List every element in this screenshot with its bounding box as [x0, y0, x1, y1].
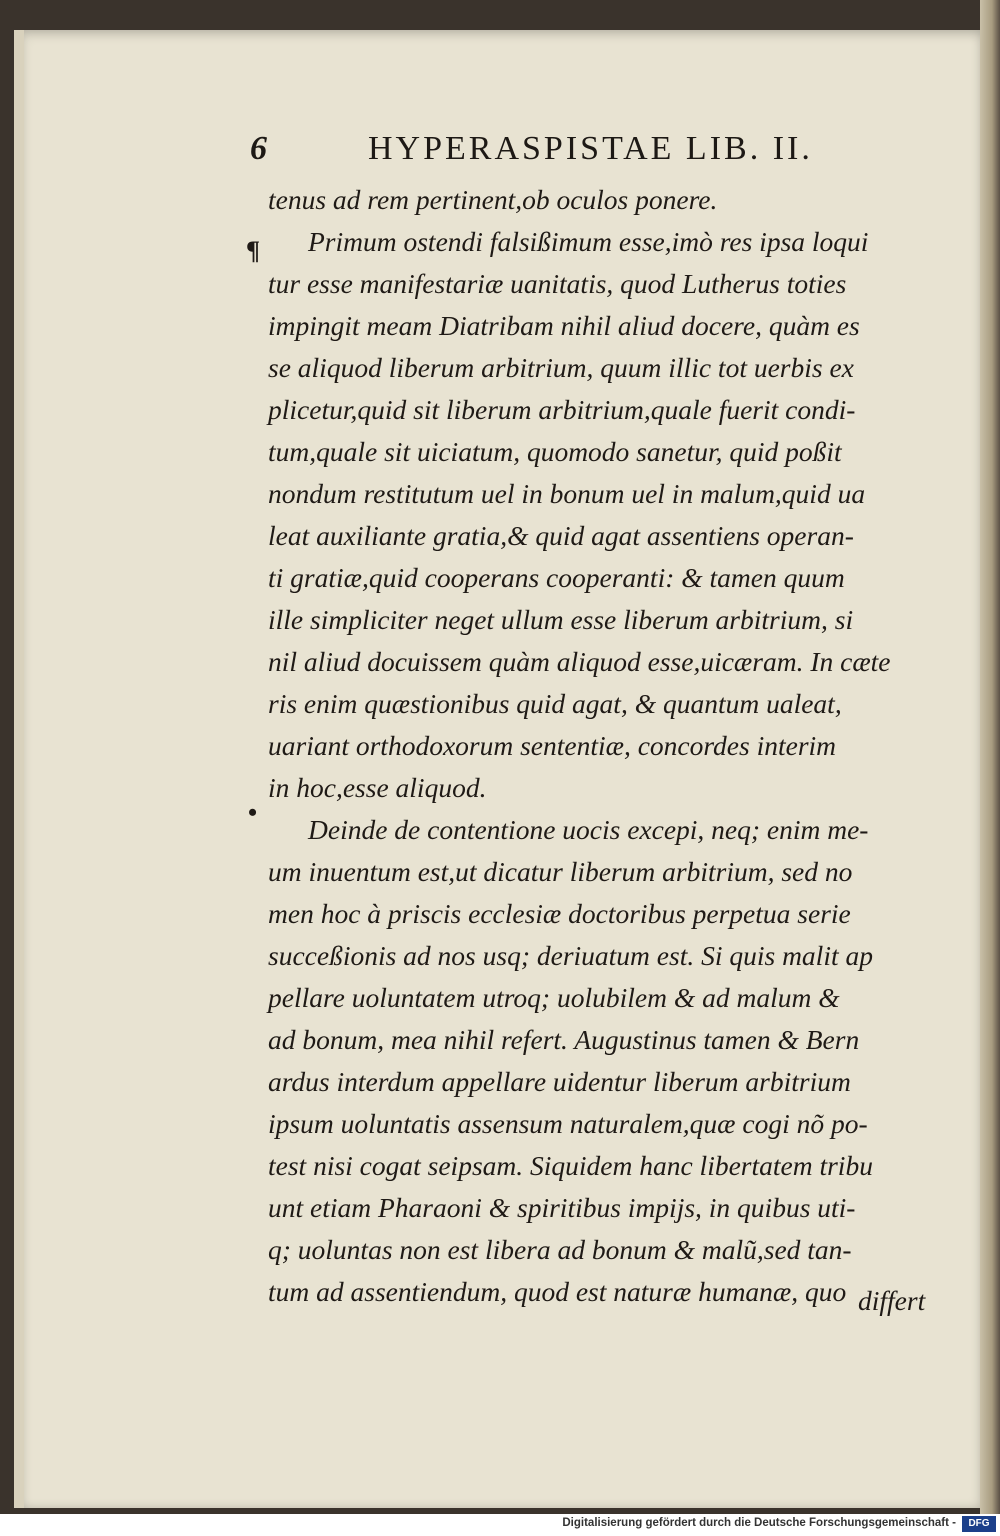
- text-line: in hoc,esse aliquod.: [268, 772, 487, 803]
- page-edge: [980, 0, 1000, 1514]
- text-line: unt etiam Pharaoni & spiritibus impijs, in quibus uti-: [268, 1192, 856, 1223]
- text-line: plicetur,quid sit liberum arbitrium,quale fuerit condi-: [268, 394, 856, 425]
- text-line: uariant orthodoxorum sententiæ, concordes interim: [268, 730, 837, 761]
- paragraph-mark-1: ¶: [246, 236, 261, 265]
- footer-credit: Digitalisierung gefördert durch die Deutsche Forschungsgemeinschaft -: [562, 1517, 956, 1529]
- paragraph-mark-2: •: [248, 798, 258, 827]
- page-header: [250, 130, 880, 180]
- text-line: Primum ostendi falsißimum esse,imò res ipsa loqui: [308, 226, 869, 257]
- text-line: nondum restitutum uel in bonum uel in malum,quid ua: [268, 478, 866, 509]
- page-number: 6: [250, 130, 270, 167]
- text-line: ipsum uoluntatis assensum naturalem,quæ cogi nõ po-: [268, 1108, 868, 1139]
- text-line: tum ad assentiendum, quod est naturæ humanæ, quo: [268, 1276, 847, 1307]
- text-line: tenus ad rem pertinent,ob oculos ponere.: [268, 184, 718, 215]
- dfg-logo-icon: DFG: [962, 1516, 996, 1532]
- text-line: um inuentum est,ut dicatur liberum arbitrium, sed no: [268, 856, 853, 887]
- text-line: succeßionis ad nos usq; deriuatum est. Si quis malit ap: [268, 940, 873, 971]
- text-line: ris enim quæstionibus quid agat, & quantum ualeat,: [268, 688, 842, 719]
- catchword: differt: [858, 1285, 926, 1316]
- text-line: se aliquod liberum arbitrium, quum illic tot uerbis ex: [268, 352, 854, 383]
- text-line: pellare uoluntatem utroq; uolubilem & ad malum &: [268, 982, 840, 1013]
- text-line: impingit meam Diatribam nihil aliud docere, quàm es: [268, 310, 860, 341]
- text-line: nil aliud docuissem quàm aliquod esse,uicæram. In cæte: [268, 646, 891, 677]
- text-line: ti gratiæ,quid cooperans cooperanti: & tamen quum: [268, 562, 845, 593]
- text-line: ad bonum, mea nihil refert. Augustinus tamen & Bern: [268, 1024, 860, 1055]
- text-line: men hoc à priscis ecclesiæ doctoribus perpetua serie: [268, 898, 851, 929]
- text-line: leat auxiliante gratia,& quid agat assentiens operan-: [268, 520, 854, 551]
- footer-bar: [0, 1514, 1000, 1536]
- text-line: Deinde de contentione uocis excepi, neq; enim me-: [308, 814, 869, 845]
- text-line: test nisi cogat seipsam. Siquidem hanc libertatem tribu: [268, 1150, 873, 1181]
- text-line: ardus interdum appellare uidentur liberum arbitrium: [268, 1066, 851, 1097]
- text-line: tur esse manifestariæ uanitatis, quod Lutherus toties: [268, 268, 847, 299]
- text-line: q; uoluntas non est libera ad bonum & malũ,sed tan-: [268, 1234, 852, 1265]
- text-line: tum,quale sit uiciatum, quomodo sanetur, quid poßit: [268, 436, 842, 467]
- text-line: ille simpliciter neget ullum esse liberum arbitrium, si: [268, 604, 854, 635]
- running-head: HYPERASPISTAE LIB. II.: [368, 130, 813, 167]
